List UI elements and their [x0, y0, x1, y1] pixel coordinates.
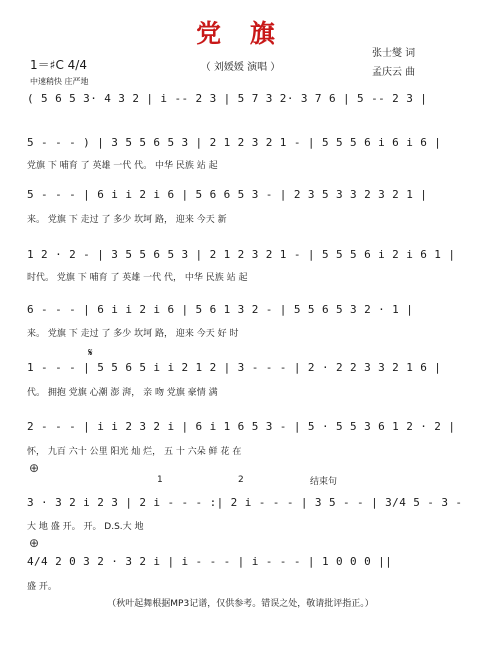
composer-credit: 孟庆云 曲 — [372, 67, 416, 78]
lyrics-line-6: 代。 拥抱 党旗 心潮 澎 湃， 亲 吻 党旗 豪情 满 — [27, 388, 218, 398]
credits-block — [372, 44, 415, 82]
coda-icon-2: ⊕ — [29, 536, 40, 550]
score-line-5: 6 - - - | 6 i i 2 i 6 | 5 6 1 3 2 - | 5 5 6 5 3 2 · 1 | — [27, 303, 414, 316]
score-line-4: 1 2 · 2 - | 3 5 5 6 5 3 | 2 1 2 3 2 1 - | 5 5 5 6 i 2 i 6 1 | — [27, 248, 456, 261]
key-signature: 1＝♯C 4/4 — [30, 58, 87, 72]
lyrics-line-8: 大 地 盛 开。 开。 D.S.大 地 — [27, 522, 144, 532]
song-title: 党 旗 — [196, 19, 285, 48]
score-line-9: 4/4 2 0 3 2 · 3 2 i | i - - - | i - - - | 1 0 0 0 || — [27, 555, 393, 568]
tempo-marking: 中速稍快 庄严地 — [30, 77, 89, 86]
lyrics-line-7: 怀， 九百 六十 公里 阳光 灿 烂， 五 十 六朵 鲜 花 在 — [27, 447, 242, 457]
segno-icon: 𝄋 — [88, 346, 93, 359]
lyrics-line-5: 来。 党旗 下 走过 了 多少 坎坷 路， 迎来 今天 好 时 — [27, 329, 239, 339]
score-line-3: 5 - - - | 6 i i 2 i 6 | 5 6 6 5 3 - | 2 3 5 3 3 2 3 2 1 | — [27, 188, 428, 201]
footer-note: （秋叶起舞根据MP3记谱，仅供参考。错误之处，敬请批评指正。） — [107, 599, 374, 609]
lyricist-credit: 张士燮 词 — [372, 48, 416, 59]
lyrics-line-2: 党旗 下 哺育 了 英雄 一代 代。 中华 民族 站 起 — [27, 161, 218, 171]
lyrics-line-3: 来。 党旗 下 走过 了 多少 坎坷 路， 迎来 今天 新 — [27, 215, 227, 225]
volta-1-label: 1 — [157, 475, 163, 485]
score-line-6: 1 - - - | 5 5 6 5 i i 2 1 2 | 3 - - - | 2 · 2 2 3 3 2 1 6 | — [27, 361, 442, 374]
ending-phrase-label: 结束句 — [310, 477, 338, 487]
score-line-7: 2 - - - | i i 2 3 2 i | 6 i 1 6 5 3 - | 5 · 5 5 3 6 1 2 · 2 | — [27, 420, 456, 433]
score-line-2: 5 - - - ) | 3 5 5 6 5 3 | 2 1 2 3 2 1 - | 5 5 5 6 i 6 i 6 | — [27, 136, 442, 149]
score-line-1: ( 5 6 5 3· 4 3 2 | i -- 2 3 | 5 7 3 2· 3 7 6 | 5 -- 2 3 | — [27, 92, 428, 105]
score-line-8: 3 · 3 2 i 2 3 | 2 i - - - :| 2 i - - - | 3 5 - - | 3/4 5 - 3 - — [27, 496, 463, 509]
singer-line: （ 刘媛媛 演唱 ） — [200, 62, 281, 73]
lyrics-line-4: 时代。 党旗 下 哺育 了 英雄 一代 代， 中华 民族 站 起 — [27, 273, 248, 283]
coda-icon: ⊕ — [29, 461, 40, 475]
volta-2-label: 2 — [238, 475, 244, 485]
lyrics-line-9: 盛 开。 — [27, 582, 57, 592]
